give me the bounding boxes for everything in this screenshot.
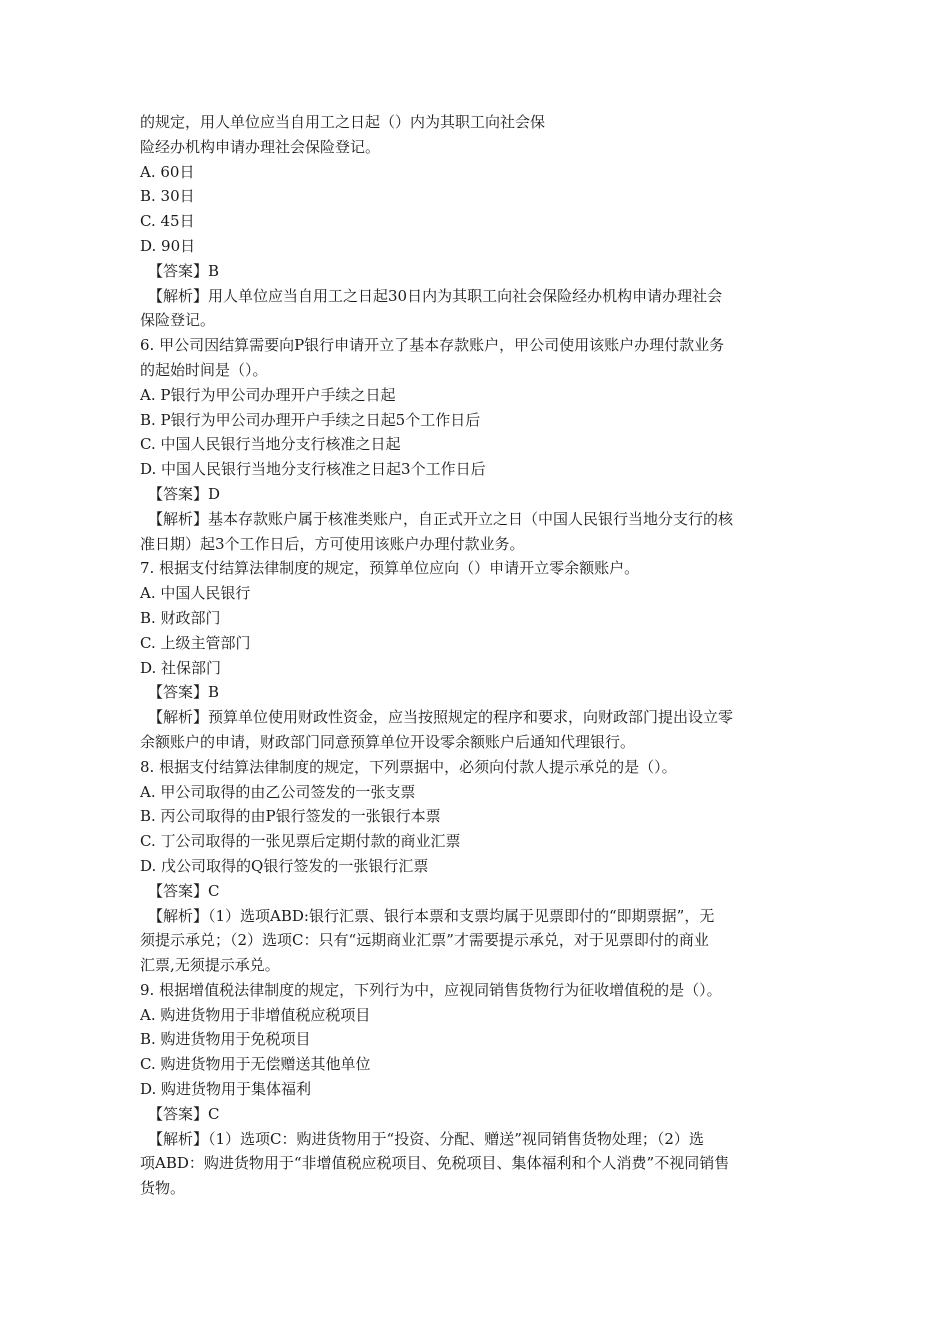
text-line: C. 上级主管部门 xyxy=(140,633,251,652)
text-line: 【答案】D xyxy=(148,484,221,503)
text-line: 【答案】C xyxy=(148,881,220,900)
text-line: 8. 根据支付结算法律制度的规定，下列票据中，必须向付款人提示承兑的是（）。 xyxy=(140,757,677,776)
text-line: 货物。 xyxy=(140,1179,186,1198)
text-line: 【解析】用人单位应当自用工之日起30日内为其职工向社会保险经办机构申请办理社会 xyxy=(148,286,723,305)
text-line: 的起始时间是（）。 xyxy=(140,360,268,379)
text-line: 汇票,无须提示承兑。 xyxy=(140,956,280,975)
text-line: 【答案】B xyxy=(148,683,220,702)
text-line: C. 45日 xyxy=(140,212,195,231)
text-line: C. 购进货物用于无偿赠送其他单位 xyxy=(140,1055,371,1074)
text-line: C. 丁公司取得的一张见票后定期付款的商业汇票 xyxy=(140,832,461,851)
text-line: 的规定，用人单位应当自用工之日起（）内为其职工向社会保 xyxy=(140,113,546,131)
text-line: A. 中国人民银行 xyxy=(140,584,251,603)
text-line: 9. 根据增值税法律制度的规定，下列行为中，应视同销售货物行为征收增值税的是（）。 xyxy=(140,980,722,999)
text-line: D. 中国人民银行当地分支行核准之日起3个工作日后 xyxy=(140,460,486,479)
text-line: A. 60日 xyxy=(140,162,195,181)
text-line: A. 购进货物用于非增值税应税项目 xyxy=(140,1005,371,1024)
text-line: C. 中国人民银行当地分支行核准之日起 xyxy=(140,435,401,454)
document-page xyxy=(140,110,830,1201)
text-line: A. P银行为甲公司办理开户手续之日起 xyxy=(140,385,396,404)
text-line: 7. 根据支付结算法律制度的规定，预算单位应向（）申请开立零余额账户。 xyxy=(140,559,640,578)
text-line: A. 甲公司取得的由乙公司签发的一张支票 xyxy=(140,782,416,801)
text-line: D. 社保部门 xyxy=(140,658,222,677)
text-line: 【解析】（1）选项C：购进货物用于“投资、分配、赠送”视同销售货物处理；（2）选 xyxy=(148,1129,704,1148)
text-line: B. 丙公司取得的由P银行签发的一张银行本票 xyxy=(140,807,441,826)
text-line: D. 购进货物用于集体福利 xyxy=(140,1080,312,1099)
text-line: B. 财政部门 xyxy=(140,608,221,627)
text-line: D. 戊公司取得的Q银行签发的一张银行汇票 xyxy=(140,856,429,875)
text-line: 6. 甲公司因结算需要向P银行申请开立了基本存款账户，甲公司使用该账户办理付款业务 xyxy=(140,336,725,355)
text-line: 保险登记。 xyxy=(140,311,216,330)
text-line: B. 购进货物用于免税项目 xyxy=(140,1030,311,1049)
text-line: 【解析】预算单位使用财政性资金，应当按照规定的程序和要求，向财政部门提出设立零 xyxy=(148,708,734,727)
text-line: 余额账户的申请，财政部门同意预算单位开设零余额账户后通知代理银行。 xyxy=(140,732,636,751)
text-line: 准日期）起3个工作日后，方可使用该账户办理付款业务。 xyxy=(140,534,525,553)
text-line: 须提示承兑；（2）选项C：只有“远期商业汇票”才需要提示承兑，对于见票即付的商业 xyxy=(140,931,709,950)
text-line: 【答案】B xyxy=(148,261,220,280)
text-line: 【解析】基本存款账户属于核准类账户，自正式开立之日（中国人民银行当地分支行的核 xyxy=(148,509,734,528)
text-line: 【答案】C xyxy=(148,1104,220,1123)
text-line: 项ABD：购进货物用于“非增值税应税项目、免税项目、集体福利和个人消费”不视同销售 xyxy=(140,1154,730,1173)
text-line: 险经办机构申请办理社会保险登记。 xyxy=(140,137,381,156)
text-line: B. 30日 xyxy=(140,187,195,206)
text-line: B. P银行为甲公司办理开户手续之日起5个工作日后 xyxy=(140,410,481,429)
text-line: 【解析】（1）选项ABD:银行汇票、银行本票和支票均属于见票即付的“即期票据”，无 xyxy=(148,906,715,925)
text-line: D. 90日 xyxy=(140,236,196,255)
